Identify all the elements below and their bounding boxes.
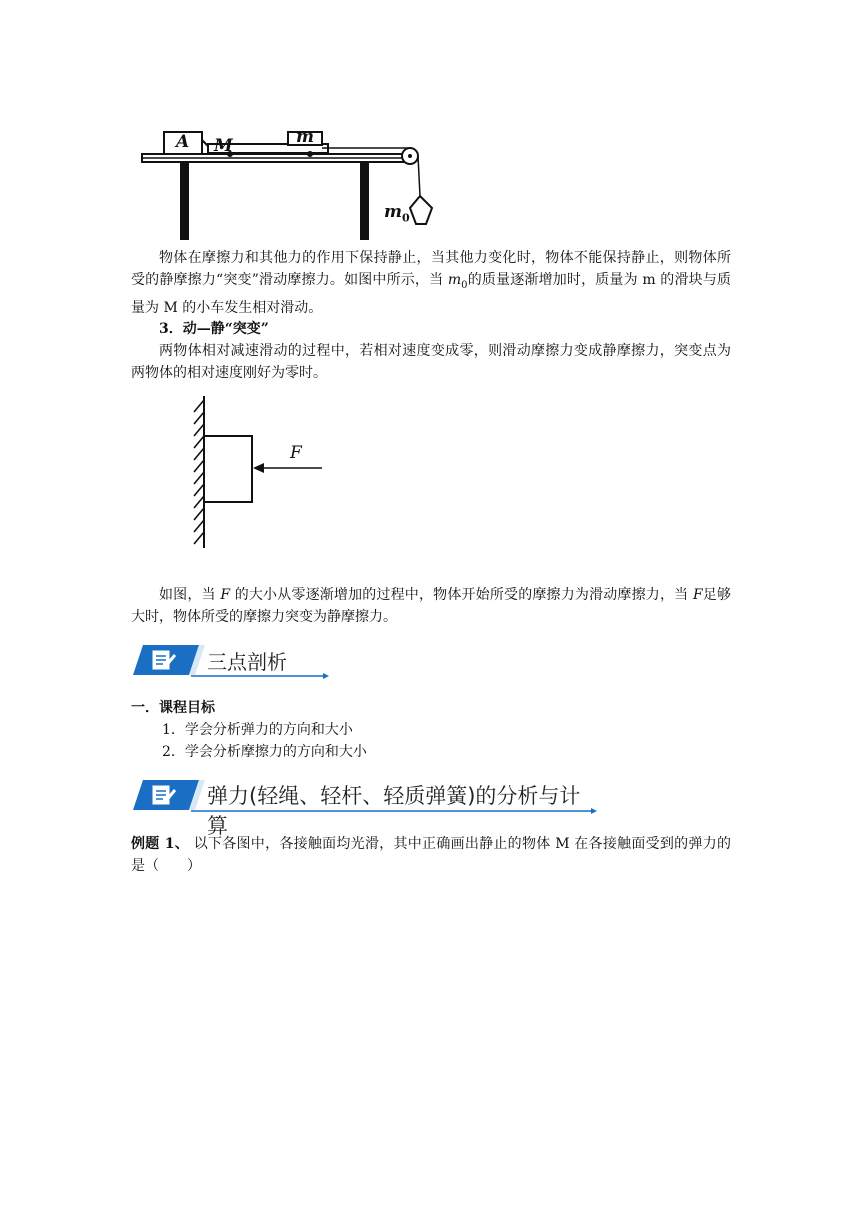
label-mass-m0-sub: 0: [402, 211, 410, 225]
example-label: 例题 1、: [131, 836, 189, 852]
example-text: 以下各图中，各接触面均光滑，其中正确画出静止的物体 M 在各接触面受到的弹力的是（ ）: [131, 836, 731, 874]
figure-wall-block: [180, 392, 330, 552]
var-m0-base: m: [447, 272, 462, 288]
var-m0-sub: 0: [461, 279, 468, 291]
section-title-elastic-force: 弹力(轻绳、轻杆、轻质弹簧)的分析与计算: [207, 784, 581, 838]
heading-dynamic-static: 3．动—静“突变”: [159, 321, 269, 337]
objectives-heading: 一．课程目标: [131, 700, 215, 716]
paragraph-force-increase: [131, 584, 731, 628]
label-block-a: A: [176, 132, 190, 152]
section-banner-analysis: [131, 643, 331, 679]
objective-item-2: 2．学会分析摩擦力的方向和大小: [162, 744, 367, 760]
section-banner-elastic-force: [131, 778, 601, 838]
paragraph-static-to-sliding: [131, 247, 731, 319]
label-cart-m-upper: M: [214, 136, 233, 156]
label-mass-m0: [384, 202, 410, 224]
section-title-analysis: 三点剖析: [207, 650, 287, 674]
figure-table-pulley: [138, 126, 438, 240]
var-f-1: F: [220, 587, 231, 603]
label-force-f: F: [290, 443, 302, 463]
var-m0: [447, 272, 468, 291]
paragraph-sliding-to-static: 两物体相对减速滑动的过程中，若相对速度变成零，则滑动摩擦力变成静摩擦力，突变点为两物体的相对速度刚好为零时。: [131, 343, 731, 381]
label-block-m: m: [296, 127, 314, 147]
paragraph3-text-a: 如图，当: [159, 587, 221, 603]
edit-note-icon: [151, 649, 177, 671]
label-mass-m0-base: m: [384, 202, 402, 222]
paragraph-text-a: 物体在摩擦力和其他力的作用下保持静止，当其他力变化时，物体不能保持静止，则物体所受的静摩擦力“突变”滑动摩擦力。如图中所示，当: [131, 250, 731, 288]
paragraph3-text-b: 的大小从零逐渐增加的过程中，物体开始所受的摩擦力为滑动摩擦力，当: [230, 587, 693, 603]
objective-item-1: 1．学会分析弹力的方向和大小: [162, 722, 353, 738]
paragraph3-text-c: 足够大时，物体所受的摩擦力突变为静摩擦力。: [131, 587, 732, 625]
var-f-2: F: [692, 587, 703, 603]
paragraph-text-b: 的质量逐渐增加时，质量为 m 的滑块与质量为 M 的小车发生相对滑动。: [131, 272, 731, 316]
edit-note-icon: [151, 784, 177, 806]
example-question-1: [131, 833, 731, 877]
